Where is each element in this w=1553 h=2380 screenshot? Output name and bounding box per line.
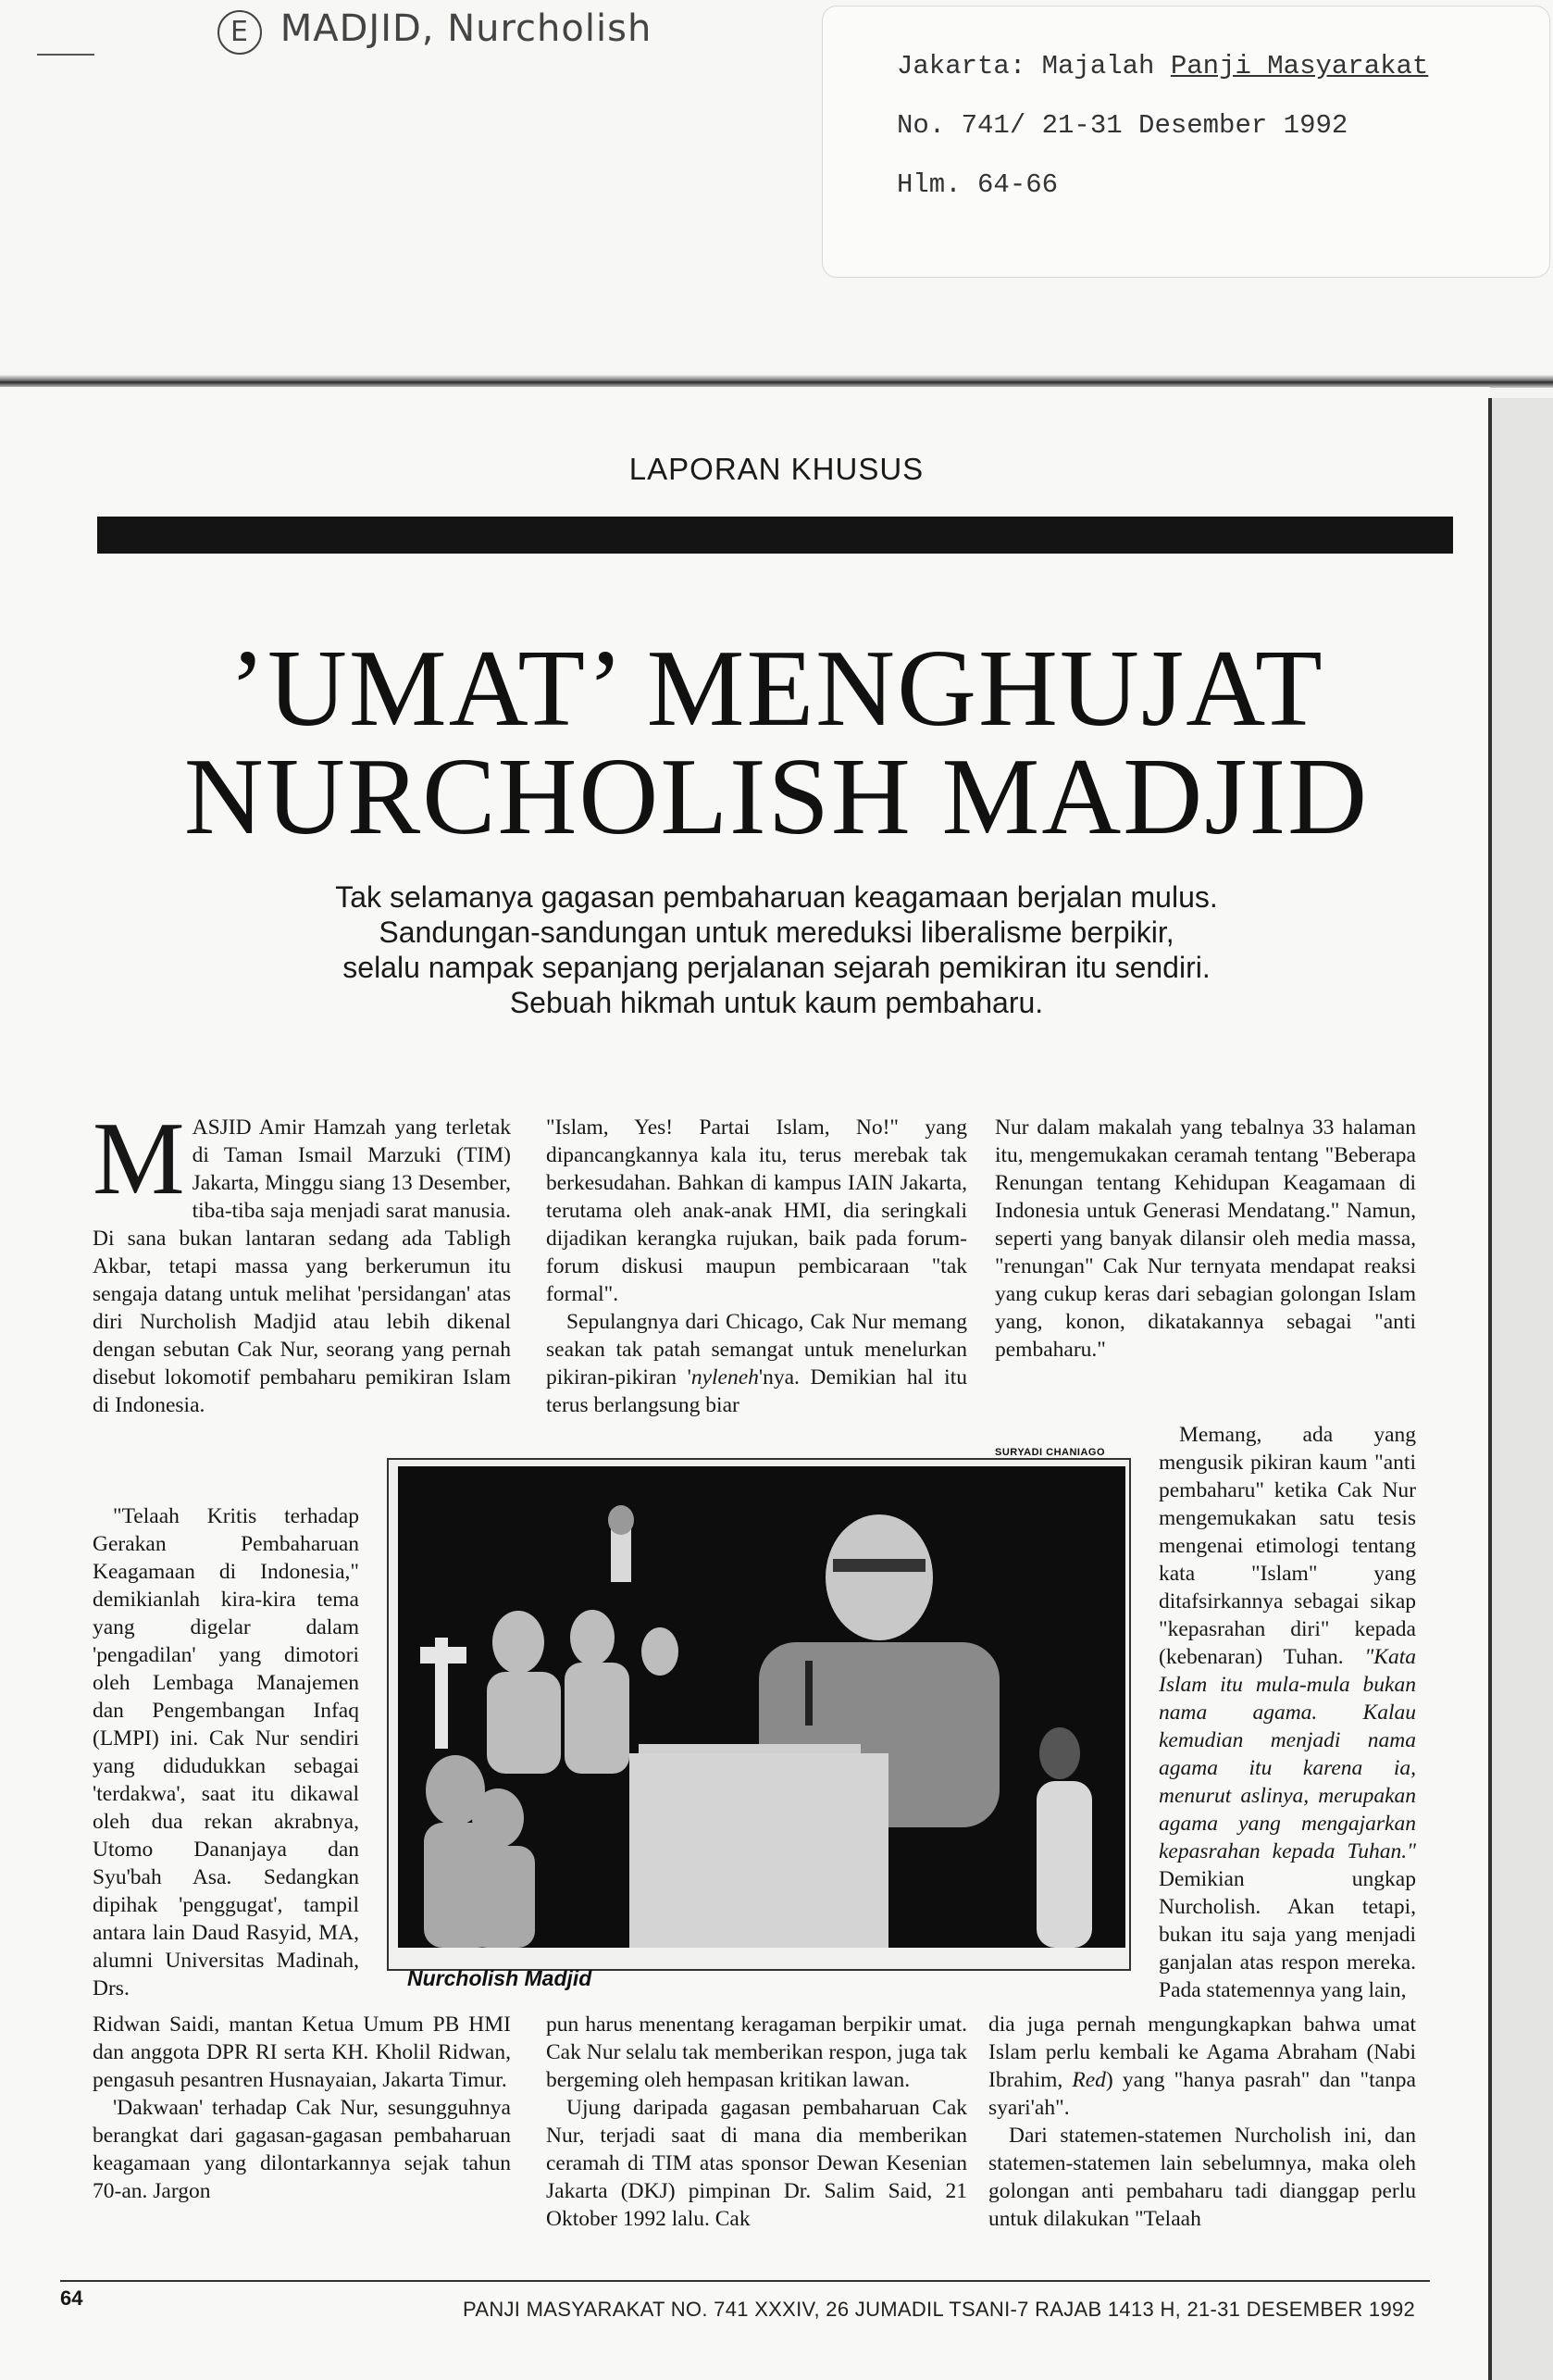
section-rubric: LAPORAN KHUSUS — [628, 452, 925, 486]
paragraph: 'Dakwaan' terhadap Cak Nur, sesungguhnya berangkat dari gagasan-gagasan pembaharuan keagamaan yang dilontarkannya sejak tahun 70-an. Jargon — [93, 2096, 511, 2203]
deck-line: Sebuah hikmah untuk kaum pembaharu. — [509, 986, 1044, 1019]
handwritten-name: MADJID, Nurcholish — [280, 7, 652, 50]
paragraph: Sepulangnya dari Chicago, Cak Nur memang seakan tak patah semangat untuk menelurkan pikiran-pikiran 'nyleneh'nya. Demikian hal itu terus berlangsung biar — [546, 1310, 967, 1417]
column-3-narrow — [1159, 1421, 1416, 2004]
stamp-source: Jakarta: Majalah Panji Masyarakat — [897, 51, 1429, 81]
handwritten-note — [217, 7, 652, 55]
archive-stamp — [822, 6, 1550, 278]
column-2-bottom — [546, 2011, 967, 2233]
paragraph: Nur dalam makalah yang tebalnya 33 halaman itu, mengemukakan ceramah tentang "Beberapa Renungan tentang Kehidupan Keagamaan di Indonesia untuk Generasi Mendatang." Namun, seperti yang banyak dilansir oleh media massa, "renungan" Cak Nur ternyata mendapat reaksi yang cukup keras dari sebagian golongan Islam yang, konon, dikatakannya sebagai "anti pembaharu." — [995, 1115, 1416, 1362]
deck-line: selalu nampak sepanjang perjalanan sejarah pemikiran itu sendiri. — [342, 951, 1211, 984]
paragraph: Ujung daripada gagasan pembaharuan Cak Nur, terjadi saat di mana dia memberikan ceramah di TIM atas sponsor Dewan Kesenian Jakarta (DKJ) pimpinan Dr. Salim Said, 21 Oktober 1992 lalu. Cak — [546, 2096, 967, 2231]
column-3-bottom — [988, 2011, 1416, 2233]
footer-rule — [60, 2280, 1430, 2282]
clipping-edge — [0, 375, 1553, 388]
paragraph: "Islam, Yes! Partai Islam, No!" yang dipancangkannya kala itu, terus merebak tak berkesudahan. Bahkan di kampus IAIN Jakarta, terutama oleh anak-anak HMI, dia seringkali dijadikan kerangka rujukan, baik pada forum-forum diskusi maupun pembicaraan "tak formal". — [546, 1115, 967, 1306]
footer-text: PANJI MASYARAKAT NO. 741 XXXIV, 26 JUMADIL TSANI-7 RAJAB 1413 H, 21-31 DESEMBER 1992 — [463, 2298, 1416, 2321]
column-1-narrow — [93, 1502, 359, 2002]
paragraph: pun harus menentang keragaman berpikir umat. Cak Nur selalu tak memberikan respon, juga tak bergeming oleh hempasan kritikan lawan. — [546, 2012, 967, 2092]
stamp-pages: Hlm. 64-66 — [897, 169, 1059, 200]
stamp-issue: No. 741/ 21-31 Desember 1992 — [897, 110, 1348, 141]
headline-line-2: NURCHOLISH MADJID — [183, 735, 1370, 857]
paragraph: MASJID Amir Hamzah yang terletak di Taman Ismail Marzuki (TIM) Jakarta, Minggu siang 13 Desember, tiba-tiba saja menjadi sarat manusia. Di sana bukan lantaran sedang ada Tabligh Akbar, tetapi massa yang berkerumun itu sengaja datang untuk melihat 'persidangan' atas diri Nurcholish Madjid atau lebih dikenal dengan sebutan Cak Nur, seorang yang pernah disebut lokomotif pembaharu pemikiran Islam di Indonesia. — [93, 1102, 511, 1417]
paragraph: Memang, ada yang mengusik pikiran kaum "anti pembaharu" ketika Cak Nur mengemukakan satu tesis mengenai etimologi tentang kata "Islam" yang ditafsirkannya sebagai sikap "kepasrahan diri" kepada (kebenaran) Tuhan. "Kata Islam itu mula-mula bukan nama agama. Kalau kemudian menjadi nama agama itu karena ia, menurut aslinya, merupakan agama yang mengajarkan kepasrahan kepada Tuhan." Demikian ungkap Nurcholish. Akan tetapi, bukan itu saja yang menjadi ganjalan atas respon mereka. Pada statemennya yang lain, — [1159, 1423, 1416, 2002]
rubric-bar — [97, 517, 1453, 554]
speaker-photo — [398, 1466, 1125, 1948]
deck — [0, 879, 1553, 1020]
page-number: 64 — [60, 2287, 83, 2310]
deck-line: Tak selamanya gagasan pembaharuan keagamaan berjalan mulus. — [335, 880, 1218, 914]
photo-credit: SURYADI CHANIAGO — [995, 1447, 1106, 1458]
column-3-top — [995, 1114, 1416, 1364]
speaker-photo-illustration — [398, 1466, 1125, 1948]
stamp-magazine: Panji Masyarakat — [1170, 51, 1429, 81]
pen-mark — [37, 54, 94, 56]
column-2-top — [546, 1114, 967, 1419]
headline — [0, 627, 1553, 857]
drop-cap: M — [93, 1102, 185, 1216]
column-1-top — [93, 1102, 511, 1419]
column-1-bottom — [93, 2011, 511, 2205]
headline-line-1: ’UMAT’ MENGHUJAT — [229, 627, 1324, 749]
paragraph: "Telaah Kritis terhadap Gerakan Pembaharuan Keagamaan di Indonesia," demikianlah kira-kira tema yang digelar dalam 'pengadilan' yang dimotori oleh Lembaga Manajemen dan Pengembangan Infaq (LMPI) ini. Cak Nur sendiri yang didudukkan sebagai 'terdakwa', saat itu dikawal oleh dua rekan akrabnya, Utomo Dananjaya dan Syu'bah Asa. Sedangkan dipihak 'penggugat', tampil antara lain Daud Rasyid, MA, alumni Universitas Madinah, Drs. — [93, 1504, 359, 2000]
photo-caption: Nurcholish Madjid — [407, 1966, 592, 1990]
paragraph: Dari statemen-statemen Nurcholish ini, dan statemen-statemen lain sebelumnya, maka oleh golongan anti pembaharu tadi dianggap perlu untuk dilakukan "Telaah — [988, 2124, 1416, 2231]
circled-letter: E — [217, 10, 262, 55]
deck-line: Sandungan-sandungan untuk mereduksi liberalisme berpikir, — [379, 916, 1174, 949]
paragraph: Ridwan Saidi, mantan Ketua Umum PB HMI dan anggota DPR RI serta KH. Kholil Ridwan, pengasuh pesantren Husnayaian, Jakarta Timur. — [93, 2012, 511, 2092]
paragraph: dia juga pernah mengungkapkan bahwa umat Islam perlu kembali ke Agama Abraham (Nabi Ibrahim, Red) yang "hanya pasrah" dan "tanpa syari'ah". — [988, 2012, 1416, 2120]
